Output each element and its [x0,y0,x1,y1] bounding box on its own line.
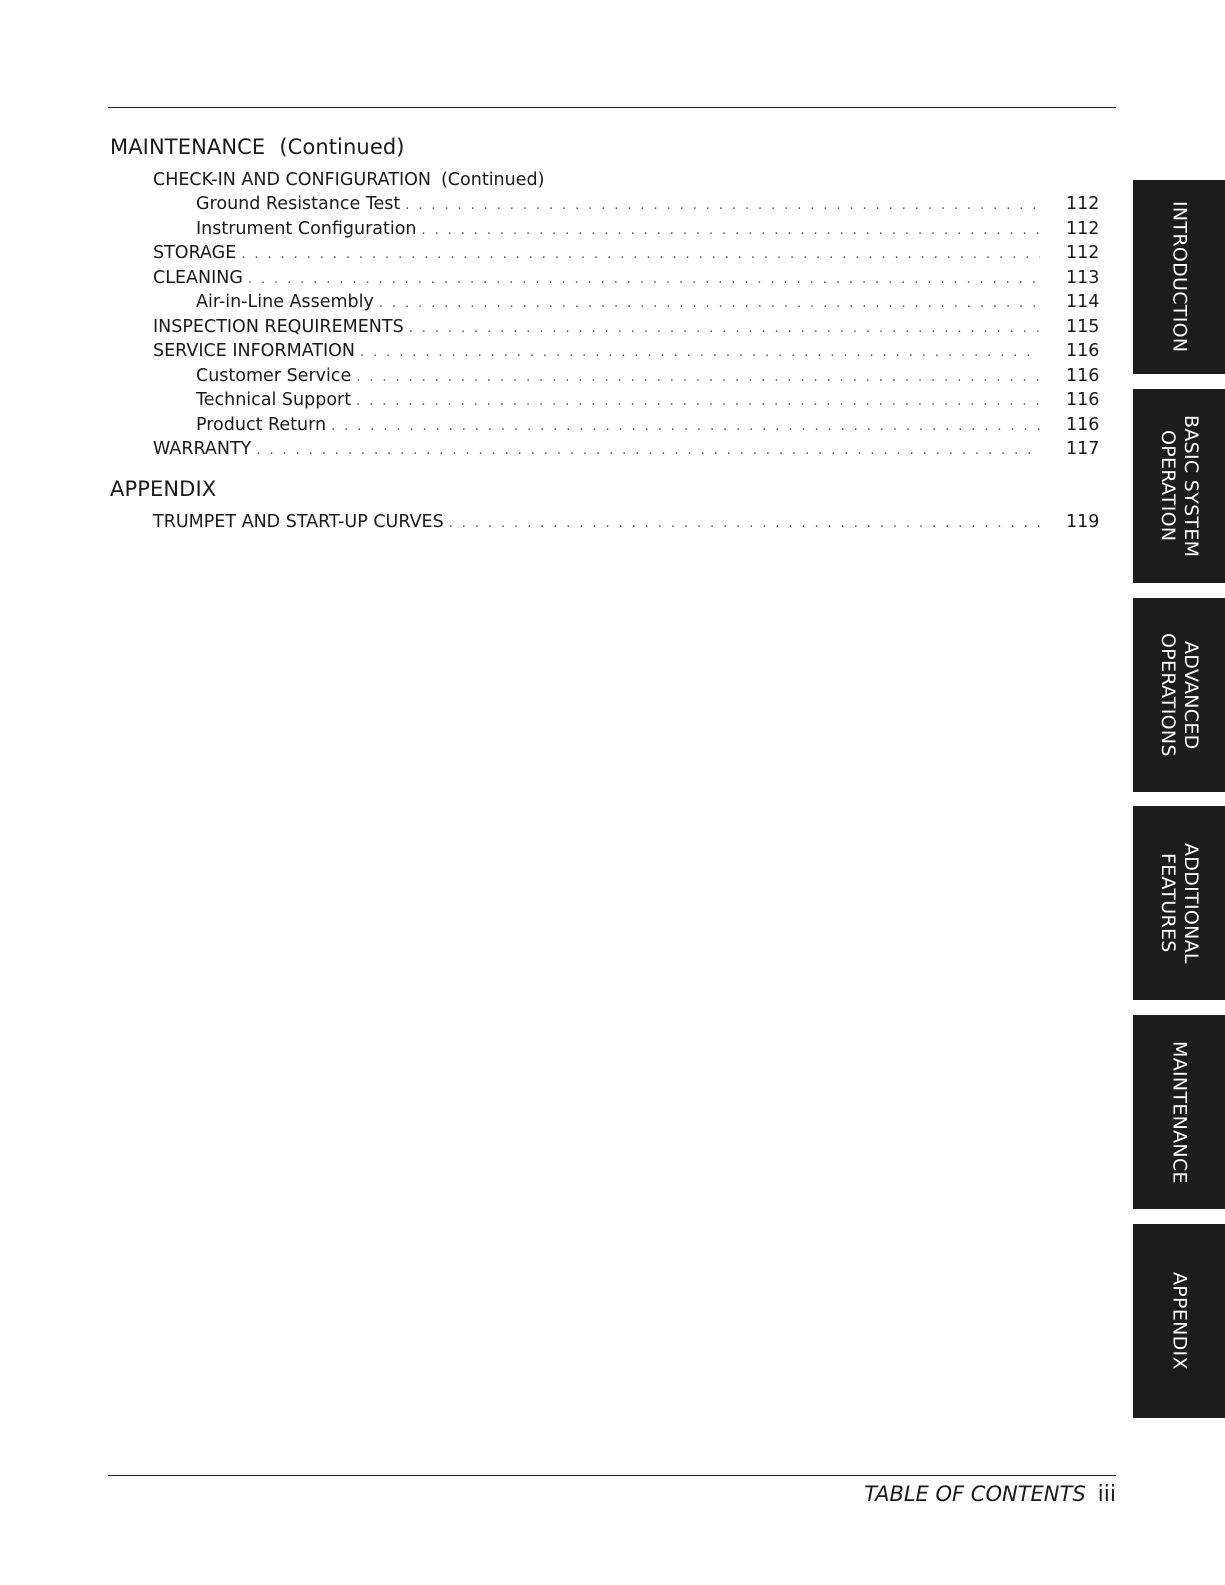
toc-entry-title: TRUMPET AND START-UP CURVES [153,511,444,532]
toc-entry-inspection-requirements[interactable] [110,315,1106,340]
toc-entry-title: CLEANING [153,267,243,288]
section-tabs [1133,0,1225,1585]
toc-entry-instrument-configuration[interactable] [110,217,1106,242]
page-footer [864,1482,1116,1512]
tab-label: BASIC SYSTEM OPERATION [1157,414,1202,558]
leader-dots [241,243,1040,268]
leader-dots [248,268,1040,293]
tab-maintenance[interactable] [1133,1015,1225,1209]
toc-entry-trumpet-and-start-up-curves[interactable] [110,504,1106,534]
leader-dots [422,219,1040,244]
leader-dots [379,292,1040,317]
maintenance-heading-label: MAINTENANCE [110,135,266,159]
tab-appendix[interactable] [1133,1224,1225,1418]
maintenance-continued-label: (Continued) [279,135,405,159]
toc-entry-page: 116 [1066,390,1100,410]
toc-entry-service-information[interactable] [110,339,1106,364]
leader-dots [360,341,1040,366]
toc-entry-page: 116 [1066,414,1100,435]
tab-additional-features[interactable] [1133,806,1225,1000]
toc-entry-page: 113 [1066,267,1100,288]
appendix-heading-label: APPENDIX [110,476,217,501]
toc-entry-title: Ground Resistance Test [196,194,401,214]
table-of-contents [110,132,1106,534]
checkin-label: CHECK-IN AND CONFIGURATION [153,170,431,190]
tab-label: ADDITIONAL FEATURES [1157,842,1202,964]
leader-dots [405,194,1040,219]
toc-entry-page: 112 [1066,243,1100,263]
toc-entry-title: Instrument Configuration [196,218,417,239]
toc-entry-page: 119 [1066,511,1100,532]
leader-dots [331,415,1040,440]
toc-entry-page: 112 [1066,218,1100,239]
tab-label: INTRODUCTION [1168,201,1191,353]
bottom-rule [108,1475,1116,1476]
tab-introduction[interactable] [1133,180,1225,374]
toc-entry-warranty[interactable] [110,437,1106,462]
toc-entry-air-in-line-assembly[interactable] [110,290,1106,315]
toc-entry-title: STORAGE [153,243,237,263]
toc-entry-title: Customer Service [196,365,352,386]
toc-entry-ground-resistance-test[interactable] [110,192,1106,217]
tab-advanced-operations[interactable] [1133,598,1225,792]
tab-label: MAINTENANCE [1168,1040,1191,1184]
toc-entry-technical-support[interactable] [110,388,1106,413]
page-number: iii [1097,1482,1116,1507]
section-heading-maintenance [110,132,1106,162]
checkin-continued-label: (Continued) [440,170,545,190]
toc-entry-page: 112 [1066,194,1100,214]
toc-entry-page: 116 [1066,341,1100,361]
tab-label: APPENDIX [1168,1272,1191,1370]
footer-title: TABLE OF CONTENTS [864,1482,1086,1506]
toc-entry-title: Product Return [196,414,327,435]
toc-entry-title: Technical Support [196,390,352,410]
toc-entry-title: Air-in-Line Assembly [196,292,374,312]
toc-entry-title: INSPECTION REQUIREMENTS [153,316,404,337]
toc-entry-title: WARRANTY [153,439,252,459]
tab-basic-system-operation[interactable] [1133,389,1225,583]
leader-dots [356,366,1040,391]
toc-entry-product-return[interactable] [110,413,1106,438]
leader-dots [449,506,1040,542]
leader-dots [409,317,1040,342]
top-rule [108,107,1116,108]
toc-entry-customer-service[interactable] [110,364,1106,389]
toc-entry-page: 115 [1066,316,1100,337]
toc-entry-page: 116 [1066,365,1100,386]
toc-entry-cleaning[interactable] [110,266,1106,291]
tab-label: ADVANCED OPERATIONS [1157,633,1202,757]
leader-dots [356,390,1040,415]
toc-entry-page: 114 [1066,292,1100,312]
toc-entry-storage[interactable] [110,241,1106,266]
toc-entry-page: 117 [1066,439,1100,459]
toc-entry-title: SERVICE INFORMATION [153,341,356,361]
subheading-checkin-configuration [153,162,1106,192]
section-heading-appendix [110,474,1106,504]
leader-dots [256,439,1040,464]
